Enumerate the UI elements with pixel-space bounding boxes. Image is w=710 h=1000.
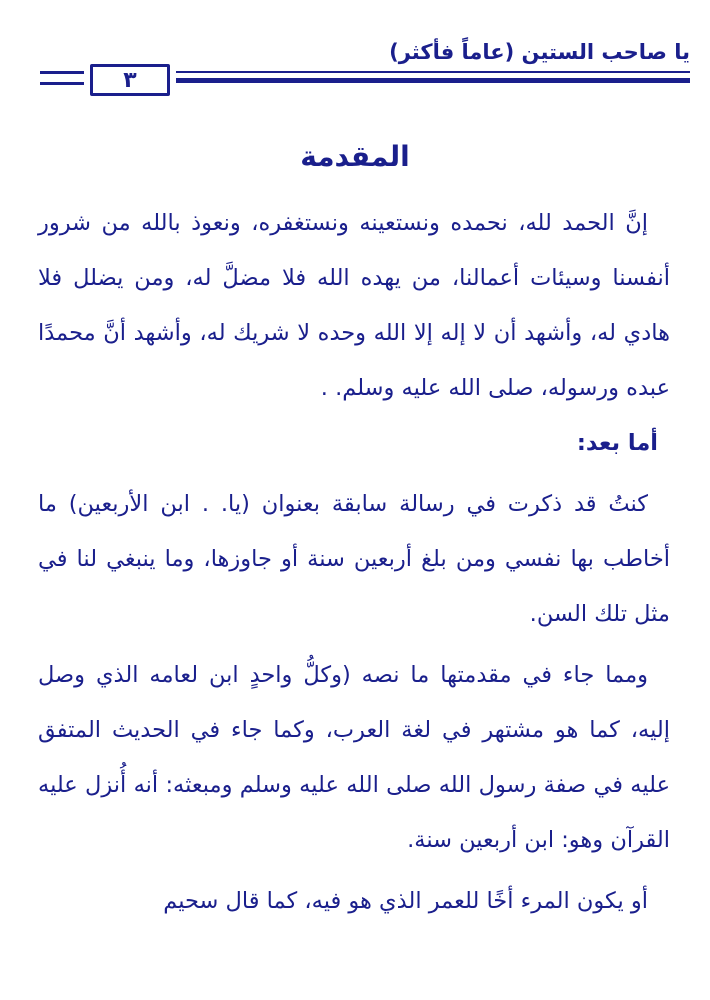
paragraph-introduction: إنَّ الحمد لله، نحمده ونستعينه ونستغفره، ونعوذ بالله من شرور أنفسنا وسيئات أعمالنا، من يهده الله فلا مضلَّ له، ومن يضلل فلا هادي له، وأشهد أن لا إله إلا الله وحده لا شريك له، وأشهد أنَّ محمدًا عبده ورسوله، صلى الله عليه وسلم. . [38,210,670,401]
header-rule-left-bottom [40,82,84,85]
header-rule-left-top [40,71,84,74]
paragraph-continuation: أو يكون المرء أخًا للعمر الذي هو فيه، كما قال سحيم [163,888,648,914]
header-rule-thick [176,78,690,83]
section-title: المقدمة [300,140,410,173]
page-header [40,38,690,98]
running-title: يا صاحب الستين (عاماً فأكثر) [389,40,690,64]
paragraph-quoted-preface: ومما جاء في مقدمتها ما نصه (وكلُّ واحدٍ ابن لعامه الذي وصل إليه، كما هو مشتهر في لغة العرب، وكما جاء في الحديث المتفق عليه في صفة رسول الله صلى الله عليه وسلم ومبعثه: أنه أُنزل عليه القرآن وهو: ابن أربعين سنة. [38,662,670,853]
body-text [38,196,670,929]
header-rule-thin [176,71,690,73]
page-number: ٣ [123,67,137,93]
paragraph-previous-treatise: كنتُ قد ذكرت في رسالة سابقة بعنوان (يا. . ابن الأربعين) ما أخاطب بها نفسي ومن بلغ أربعين سنة أو جاوزها، وما ينبغي لنا في مثل تلك السن. [38,491,670,627]
subheading-amma-baad: أما بعد: [576,430,658,456]
page-number-box [90,64,170,96]
